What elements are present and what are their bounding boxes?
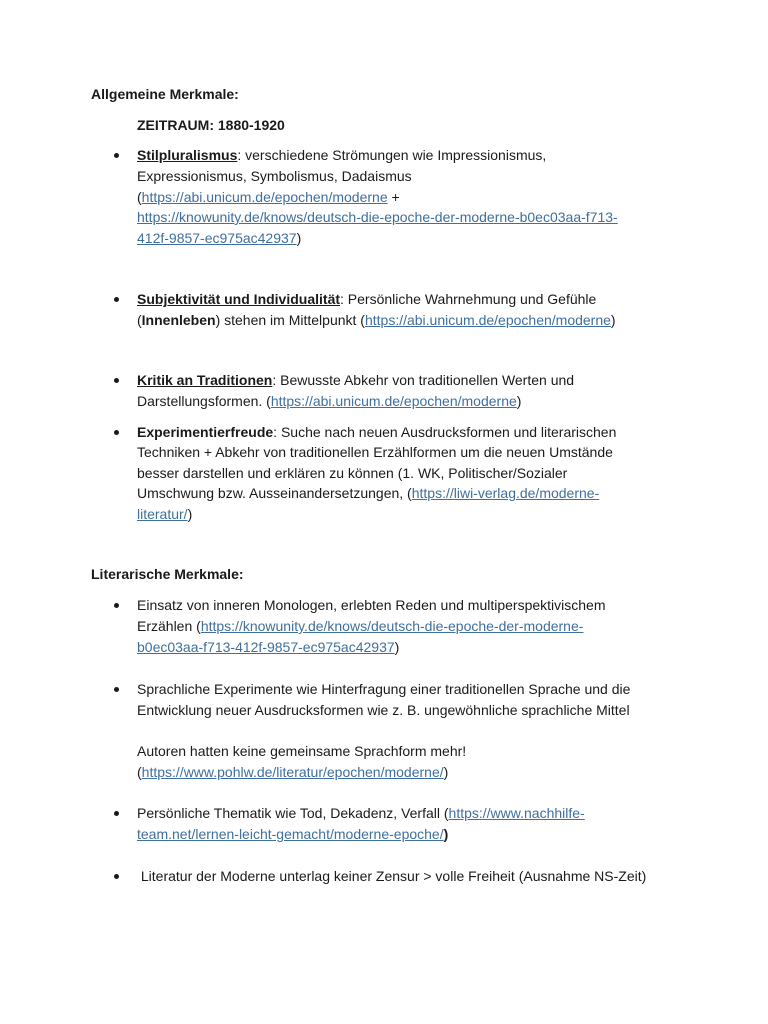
stilpluralismus-line-2: Expressionismus, Symbolismus, Dadaismus <box>137 168 412 184</box>
stilpluralismus-line-5: 412f-9857-ec975ac42937) <box>137 230 302 246</box>
link-liwi[interactable]: https://liwi-verlag.de/moderne- <box>411 485 600 501</box>
literary-heading: Literarische Merkmale: <box>91 566 244 582</box>
sprache-line-2: Entwicklung neuer Ausdrucksformen wie z. B. ungewöhnliche sprachliche Mittel <box>137 702 630 718</box>
experiment-line-1: Experimentierfreude: Suche nach neuen Ausdrucksformen und literarischen <box>137 424 617 440</box>
stilpluralismus-line-1: Stilpluralismus: verschiedene Strömungen wie Impressionismus, <box>137 147 547 163</box>
link-knowunity-cont[interactable]: b0ec03aa-f713-412f-9857-ec975ac42937 <box>137 639 395 655</box>
experiment-line-5: literatur/) <box>137 506 193 522</box>
sprache-line-3: Autoren hatten keine gemeinsame Sprachform mehr! <box>137 743 467 759</box>
link-knowunity[interactable]: https://knowunity.de/knows/deutsch-die-epoche-der-moderne-b0ec03aa-f713- <box>137 209 618 225</box>
term-subjektivitaet: Subjektivität und Individualität <box>137 291 341 307</box>
period-label: ZEITRAUM: 1880-1920 <box>137 117 285 133</box>
monologe-line-3: b0ec03aa-f713-412f-9857-ec975ac42937) <box>137 639 400 655</box>
experiment-line-2: Techniken + Abkehr von traditionellen Erzählformen um die neuen Umstände <box>137 444 613 460</box>
link-pohlw[interactable]: https://www.pohlw.de/literatur/epochen/moderne/ <box>141 764 444 780</box>
bullet <box>114 687 119 692</box>
term-kritik: Kritik an Traditionen <box>137 372 273 388</box>
subjektivitaet-line-2: (Innenleben) stehen im Mittelpunkt (https://abi.unicum.de/epochen/moderne) <box>137 312 616 328</box>
bullet <box>114 811 119 816</box>
kritik-line-2: Darstellungsformen. (https://abi.unicum.de/epochen/moderne) <box>137 393 522 409</box>
innenleben-bold: Innenleben <box>141 312 216 328</box>
link-unicum[interactable]: https://abi.unicum.de/epochen/moderne <box>364 312 611 328</box>
bullet <box>114 297 119 302</box>
link-nachhilfe[interactable]: https://www.nachhilfe- <box>448 805 585 821</box>
link-unicum[interactable]: https://abi.unicum.de/epochen/moderne <box>270 393 517 409</box>
general-heading: Allgemeine Merkmale: <box>91 86 239 102</box>
term-stilpluralismus: Stilpluralismus <box>137 147 238 163</box>
subjektivitaet-line-1: Subjektivität und Individualität: Persönliche Wahrnehmung und Gefühle <box>137 291 597 307</box>
monologe-line-1: Einsatz von inneren Monologen, erlebten Reden und multiperspektivischem <box>137 597 606 613</box>
sprache-line-1: Sprachliche Experimente wie Hinterfragung einer traditionellen Sprache und die <box>137 681 631 697</box>
zensur-line: Literatur der Moderne unterlag keiner Zensur > volle Freiheit (Ausnahme NS-Zeit) <box>137 868 647 884</box>
thematik-line-2: team.net/lernen-leicht-gemacht/moderne-epoche/) <box>137 826 449 842</box>
term-experimentierfreude: Experimentierfreude <box>137 424 274 440</box>
bullet <box>114 153 119 158</box>
stilpluralismus-line-3: (https://abi.unicum.de/epochen/moderne + <box>137 189 400 205</box>
experiment-line-4: Umschwung bzw. Ausseinandersetzungen, (https://liwi-verlag.de/moderne- <box>137 485 600 501</box>
link-unicum[interactable]: https://abi.unicum.de/epochen/moderne <box>141 189 388 205</box>
link-knowunity-cont[interactable]: 412f-9857-ec975ac42937 <box>137 230 297 246</box>
link-liwi-cont[interactable]: literatur/ <box>137 506 188 522</box>
monologe-line-2: Erzählen (https://knowunity.de/knows/deutsch-die-epoche-der-moderne- <box>137 618 584 634</box>
bullet <box>114 874 119 879</box>
link-knowunity[interactable]: https://knowunity.de/knows/deutsch-die-epoche-der-moderne- <box>200 618 584 634</box>
stilpluralismus-line-4 <box>137 207 618 228</box>
bullet <box>114 430 119 435</box>
bullet <box>114 378 119 383</box>
thematik-line-1: Persönliche Thematik wie Tod, Dekadenz, Verfall (https://www.nachhilfe- <box>137 805 585 821</box>
experiment-line-3: besser darstellen und erklären zu können (1. WK, Politischer/Sozialer <box>137 465 568 481</box>
kritik-line-1: Kritik an Traditionen: Bewusste Abkehr von traditionellen Werten und <box>137 372 575 388</box>
sprache-line-4: (https://www.pohlw.de/literatur/epochen/moderne/) <box>137 764 449 780</box>
bullet <box>114 603 119 608</box>
link-nachhilfe-cont[interactable]: team.net/lernen-leicht-gemacht/moderne-epoche/ <box>137 826 444 842</box>
